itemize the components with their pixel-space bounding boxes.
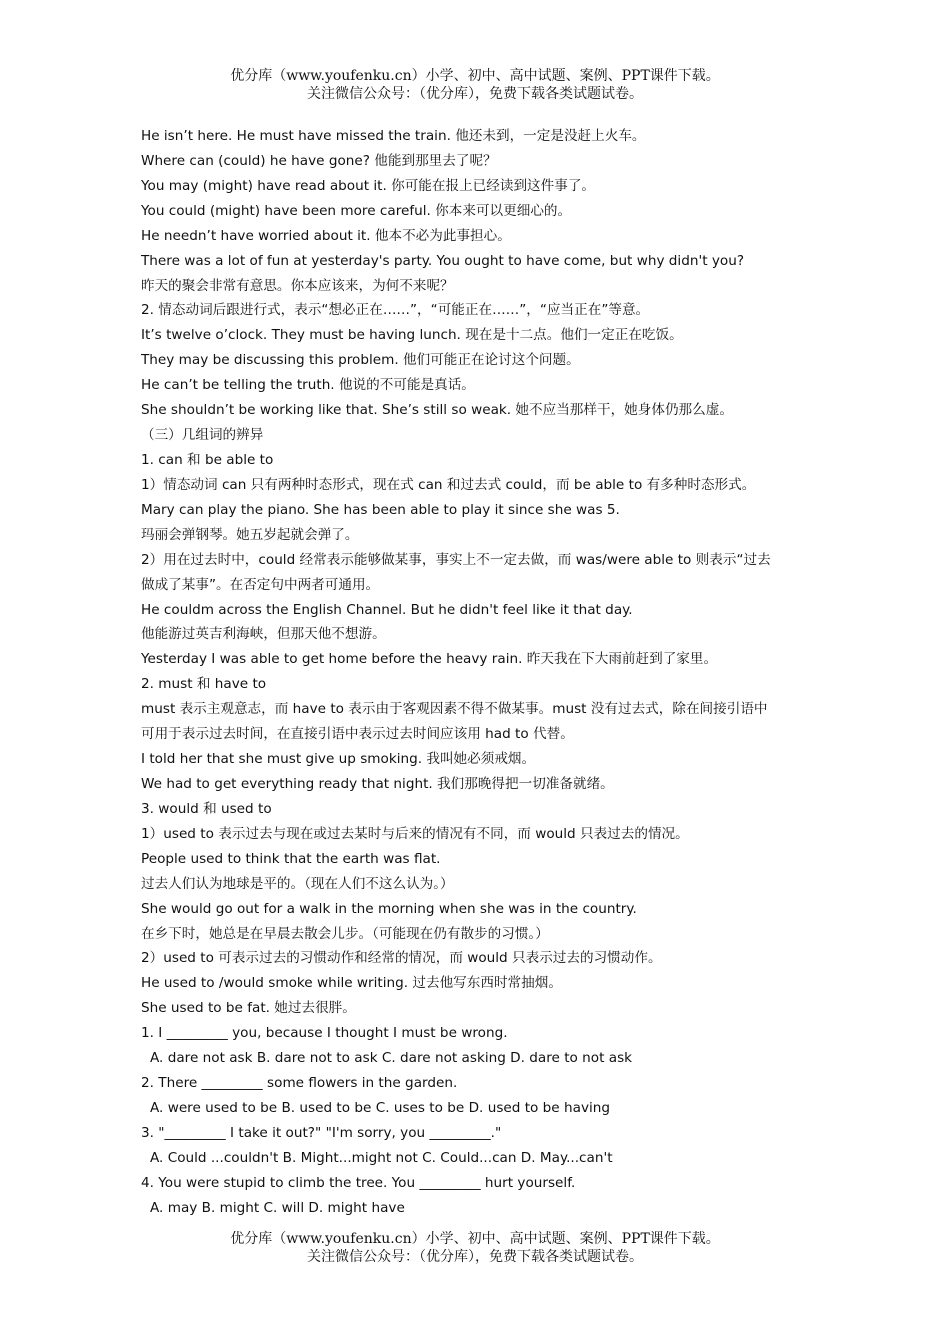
text-line: She would go out for a walk in the morning when she was in the country. — [141, 900, 637, 917]
question: 1. I _________ you, because I thought I must be wrong. — [141, 1025, 508, 1042]
footer-line-1: 优分库（www.youfenku.cn）小学、初中、高中试题、案例、PPT课件下载。 — [230, 1231, 720, 1247]
page-footer — [0, 1230, 950, 1266]
text-line: They may be discussing this problem. 他们可能正在论讨这个问题。 — [141, 352, 580, 369]
header-line-1: 优分库（www.youfenku.cn）小学、初中、高中试题、案例、PPT课件下载。 — [230, 68, 720, 84]
text-line: 在乡下时，她总是在早晨去散会儿步。（可能现在仍有散步的习惯。） — [141, 925, 549, 942]
question-options: A. were used to be B. used to be C. uses to be D. used to be having — [150, 1099, 611, 1116]
text-line: There was a lot of fun at yesterday's party. You ought to have come, but why didn't you? — [141, 252, 745, 269]
question-options: A. may B. might C. will D. might have — [150, 1199, 405, 1216]
text-line: Yesterday I was able to get home before the heavy rain. 昨天我在下大雨前赶到了家里。 — [141, 651, 718, 668]
page-header — [0, 67, 950, 103]
text-line: I told her that she must give up smoking. 我叫她必须戒烟。 — [141, 751, 536, 768]
text-line: You may (might) have read about it. 你可能在报上已经读到这件事了。 — [141, 177, 596, 194]
footer-line-2: 关注微信公众号：（优分库），免费下载各类试题试卷。 — [307, 1249, 643, 1265]
question-options: A. Could ...couldn't B. Might...might not C. Could...can D. May...can't — [150, 1149, 613, 1166]
text-line: She shouldn’t be working like that. She’s still so weak. 她不应当那样干，她身体仍那么虚。 — [141, 402, 733, 419]
text-line: Mary can play the piano. She has been able to play it since she was 5. — [141, 501, 620, 518]
text-line: 他能游过英吉利海峡，但那天他不想游。 — [141, 626, 386, 643]
text-line: 可用于表示过去时间，在直接引语中表示过去时间应该用 had to 代替。 — [141, 726, 574, 743]
section-heading: 2. 情态动词后跟进行式，表示“想必正在……”，“可能正在……”，“应当正在”等意。 — [141, 302, 650, 319]
text-line: 2）用在过去时中，could 经常表示能够做某事，事实上不一定去做，而 was/were able to 则表示“过去 — [141, 551, 771, 568]
text-line: He used to /would smoke while writing. 过去他写东西时常抽烟。 — [141, 975, 562, 992]
text-line: 1）used to 表示过去与现在或过去某时与后来的情况有不同，而 would 只表过去的情况。 — [141, 825, 689, 842]
question: 2. There _________ some flowers in the garden. — [141, 1075, 458, 1092]
text-line: He isn’t here. He must have missed the train. 他还未到，一定是没赶上火车。 — [141, 128, 646, 144]
section-heading: 1. can 和 be able to — [141, 451, 274, 468]
text-line: 做成了某事”。在否定句中两者可通用。 — [141, 576, 380, 593]
text-line: Where can (could) he have gone? 他能到那里去了呢？ — [141, 152, 497, 169]
question: 4. You were stupid to climb the tree. You _________ hurt yourself. — [141, 1174, 576, 1191]
header-line-2: 关注微信公众号：（优分库），免费下载各类试题试卷。 — [307, 86, 643, 102]
section-heading: 3. would 和 used to — [141, 800, 272, 817]
text-line: He couldm across the English Channel. But he didn't feel like it that day. — [141, 601, 633, 618]
document-body — [141, 124, 813, 1221]
text-line: You could (might) have been more careful. 你本来可以更细心的。 — [141, 202, 572, 219]
text-line: 1）情态动词 can 只有两种时态形式，现在式 can 和过去式 could，而 be able to 有多种时态形式。 — [141, 476, 756, 493]
text-line: He can’t be telling the truth. 他说的不可能是真话。 — [141, 377, 475, 394]
text-line: 昨天的聚会非常有意思。你本应该来，为何不来呢？ — [141, 277, 454, 294]
question-options: A. dare not ask B. dare not to ask C. dare not asking D. dare to not ask — [150, 1050, 633, 1067]
text-line: We had to get everything ready that night. 我们那晚得把一切准备就绪。 — [141, 775, 614, 792]
text-line: 2）used to 可表示过去的习惯动作和经常的情况，而 would 只表示过去的习惯动作。 — [141, 950, 662, 967]
text-line: It’s twelve o’clock. They must be having lunch. 现在是十二点。他们一定正在吃饭。 — [141, 327, 683, 344]
text-line: She used to be fat. 她过去很胖。 — [141, 1000, 356, 1017]
text-line: must 表示主观意志，而 have to 表示由于客观因素不得不做某事。must 没有过去式，除在间接引语中 — [141, 701, 768, 718]
text-line: He needn’t have worried about it. 他本不必为此事担心。 — [141, 227, 511, 244]
text-line: 过去人们认为地球是平的。（现在人们不这么认为。） — [141, 875, 454, 892]
section-heading: 2. must 和 have to — [141, 676, 267, 693]
question: 3. "_________ I take it out?" "I'm sorry, you _________." — [141, 1124, 502, 1141]
text-line: People used to think that the earth was flat. — [141, 850, 441, 867]
section-heading: （三）几组词的辨异 — [141, 427, 264, 444]
text-line: 玛丽会弹钢琴。她五岁起就会弹了。 — [141, 526, 359, 543]
